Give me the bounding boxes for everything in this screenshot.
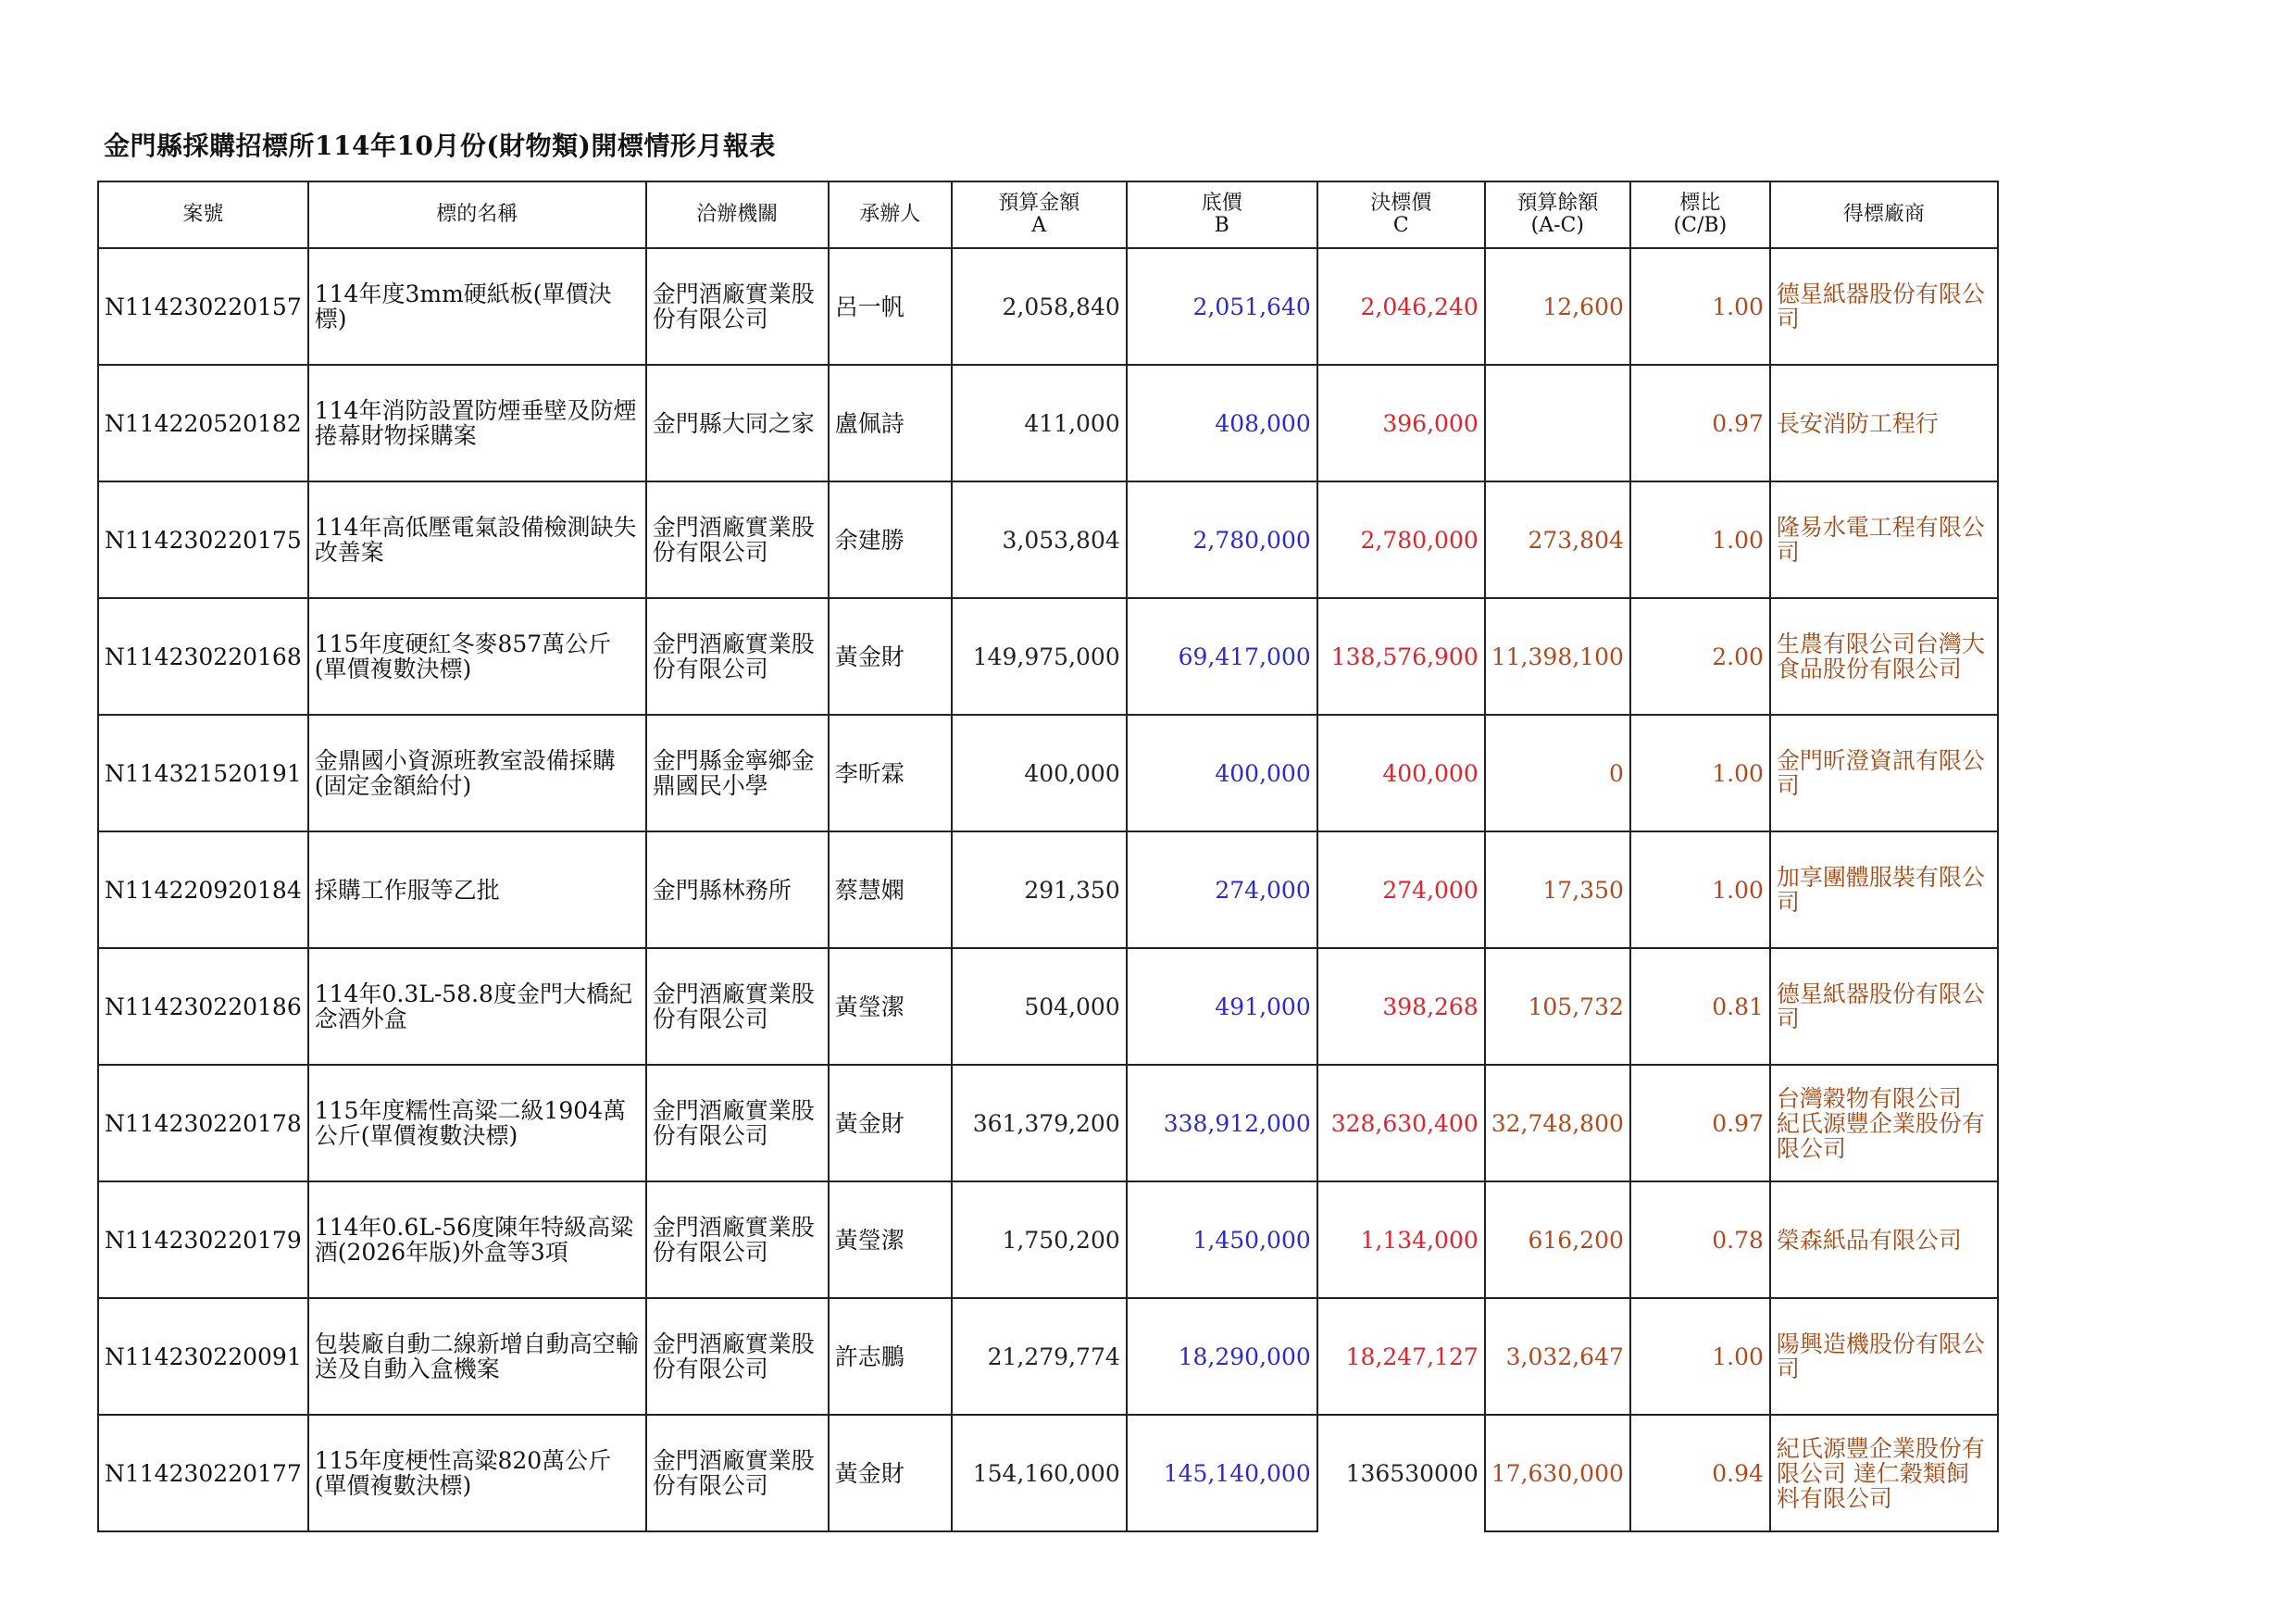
budget-cell: 3,053,804 (952, 481, 1127, 598)
award-price-cell: 398,268 (1317, 948, 1485, 1065)
base-price-cell: 400,000 (1127, 715, 1317, 831)
header-remaining-sub: (A-C) (1530, 214, 1584, 237)
budget-cell: 411,000 (952, 365, 1127, 481)
handler-cell: 黃金財 (829, 1415, 952, 1531)
handler-cell: 李昕霖 (829, 715, 952, 831)
header-remaining (1485, 181, 1630, 248)
case-no-cell: N114230220177 (98, 1415, 308, 1531)
agency-cell: 金門酒廠實業股份有限公司 (646, 1415, 829, 1531)
budget-cell: 2,058,840 (952, 248, 1127, 365)
item-name-cell: 114年高低壓電氣設備檢測缺失改善案 (308, 481, 646, 598)
handler-cell: 黃金財 (829, 1065, 952, 1181)
item-name-cell: 114年0.6L-56度陳年特級高粱酒(2026年版)外盒等3項 (308, 1181, 646, 1298)
case-no-cell: N114230220091 (98, 1298, 308, 1415)
agency-cell: 金門酒廠實業股份有限公司 (646, 248, 829, 365)
budget-cell: 1,750,200 (952, 1181, 1127, 1298)
header-ratio-sub: (C/B) (1673, 214, 1728, 237)
item-name-cell: 包裝廠自動二線新增自動高空輸送及自動入盒機案 (308, 1298, 646, 1415)
header-vendor: 得標廠商 (1770, 181, 1998, 248)
table-row (98, 1298, 1998, 1415)
ratio-cell: 2.00 (1630, 598, 1770, 715)
table-row (98, 1065, 1998, 1181)
agency-cell: 金門酒廠實業股份有限公司 (646, 598, 829, 715)
header-budget-sub: A (1031, 214, 1047, 237)
award-price-cell: 2,046,240 (1317, 248, 1485, 365)
vendor-cell: 紀氏源豐企業股份有限公司 達仁穀類飼料有限公司 (1770, 1415, 1998, 1531)
ratio-cell: 1.00 (1630, 831, 1770, 948)
base-price-cell: 274,000 (1127, 831, 1317, 948)
remaining-cell: 32,748,800 (1485, 1065, 1630, 1181)
handler-cell: 黃瑩潔 (829, 1181, 952, 1298)
remaining-cell: 11,398,100 (1485, 598, 1630, 715)
table-row (98, 831, 1998, 948)
ratio-cell: 0.78 (1630, 1181, 1770, 1298)
handler-cell: 盧佩詩 (829, 365, 952, 481)
case-no-cell: N114230220168 (98, 598, 308, 715)
award-price-cell: 138,576,900 (1317, 598, 1485, 715)
budget-cell: 361,379,200 (952, 1065, 1127, 1181)
table-row (98, 1181, 1998, 1298)
ratio-cell: 1.00 (1630, 481, 1770, 598)
header-base-price (1127, 181, 1317, 248)
table-row (98, 715, 1998, 831)
item-name-cell: 114年0.3L-58.8度金門大橋紀念酒外盒 (308, 948, 646, 1065)
header-award-price-label: 決標價 (1370, 192, 1432, 215)
table-row (98, 598, 1998, 715)
remaining-cell: 17,630,000 (1485, 1415, 1630, 1531)
base-price-cell: 491,000 (1127, 948, 1317, 1065)
handler-cell: 呂一帆 (829, 248, 952, 365)
award-price-cell: 18,247,127 (1317, 1298, 1485, 1415)
budget-cell: 400,000 (952, 715, 1127, 831)
header-award-price-sub: C (1392, 214, 1409, 237)
vendor-cell: 金門昕澄資訊有限公司 (1770, 715, 1998, 831)
handler-cell: 黃瑩潔 (829, 948, 952, 1065)
award-price-cell: 2,780,000 (1317, 481, 1485, 598)
case-no-cell: N114220920184 (98, 831, 308, 948)
base-price-cell: 18,290,000 (1127, 1298, 1317, 1415)
ratio-cell: 0.97 (1630, 365, 1770, 481)
item-name-cell: 115年度梗性高粱820萬公斤(單價複數決標) (308, 1415, 646, 1531)
case-no-cell: N114230220178 (98, 1065, 308, 1181)
header-handler: 承辦人 (829, 181, 952, 248)
award-price-cell: 396,000 (1317, 365, 1485, 481)
agency-cell: 金門縣金寧鄉金鼎國民小學 (646, 715, 829, 831)
agency-cell: 金門酒廠實業股份有限公司 (646, 1065, 829, 1181)
budget-cell: 154,160,000 (952, 1415, 1127, 1531)
handler-cell: 黃金財 (829, 598, 952, 715)
budget-cell: 504,000 (952, 948, 1127, 1065)
vendor-cell: 加享團體服裝有限公司 (1770, 831, 1998, 948)
agency-cell: 金門酒廠實業股份有限公司 (646, 481, 829, 598)
case-no-cell: N114230220157 (98, 248, 308, 365)
vendor-cell: 德星紙器股份有限公司 (1770, 948, 1998, 1065)
remaining-cell: 105,732 (1485, 948, 1630, 1065)
remaining-cell: 17,350 (1485, 831, 1630, 948)
vendor-cell: 生農有限公司台灣大食品股份有限公司 (1770, 598, 1998, 715)
remaining-cell (1485, 365, 1630, 481)
remaining-cell: 3,032,647 (1485, 1298, 1630, 1415)
ratio-cell: 1.00 (1630, 1298, 1770, 1415)
item-name-cell: 115年度硬紅冬麥857萬公斤(單價複數決標) (308, 598, 646, 715)
header-ratio (1630, 181, 1770, 248)
table-row (98, 481, 1998, 598)
header-row (98, 181, 1998, 248)
ratio-cell: 1.00 (1630, 248, 1770, 365)
remaining-cell: 616,200 (1485, 1181, 1630, 1298)
base-price-cell: 69,417,000 (1127, 598, 1317, 715)
bid-report-table (97, 181, 1999, 1532)
agency-cell: 金門酒廠實業股份有限公司 (646, 1181, 829, 1298)
base-price-cell: 408,000 (1127, 365, 1317, 481)
award-price-cell: 1,134,000 (1317, 1181, 1485, 1298)
budget-cell: 149,975,000 (952, 598, 1127, 715)
item-name-cell: 114年消防設置防煙垂壁及防煙捲幕財物採購案 (308, 365, 646, 481)
award-price-cell: 274,000 (1317, 831, 1485, 948)
header-budget-label: 預算金額 (998, 192, 1080, 215)
table-row (98, 248, 1998, 365)
case-no-cell: N114321520191 (98, 715, 308, 831)
base-price-cell: 145,140,000 (1127, 1415, 1317, 1531)
vendor-cell: 榮森紙品有限公司 (1770, 1181, 1998, 1298)
handler-cell: 蔡慧嫻 (829, 831, 952, 948)
base-price-cell: 338,912,000 (1127, 1065, 1317, 1181)
vendor-cell: 德星紙器股份有限公司 (1770, 248, 1998, 365)
table-row (98, 365, 1998, 481)
agency-cell: 金門縣林務所 (646, 831, 829, 948)
item-name-cell: 採購工作服等乙批 (308, 831, 646, 948)
header-budget (952, 181, 1127, 248)
ratio-cell: 0.97 (1630, 1065, 1770, 1181)
vendor-cell: 陽興造機股份有限公司 (1770, 1298, 1998, 1415)
item-name-cell: 金鼎國小資源班教室設備採購(固定金額給付) (308, 715, 646, 831)
item-name-cell: 115年度糯性高粱二級1904萬公斤(單價複數決標) (308, 1065, 646, 1181)
page-title: 金門縣採購招標所114年10月份(財物類)開標情形月報表 (104, 131, 776, 161)
agency-cell: 金門酒廠實業股份有限公司 (646, 948, 829, 1065)
agency-cell: 金門縣大同之家 (646, 365, 829, 481)
handler-cell: 許志鵬 (829, 1298, 952, 1415)
remaining-cell: 0 (1485, 715, 1630, 831)
case-no-cell: N114230220175 (98, 481, 308, 598)
base-price-cell: 2,051,640 (1127, 248, 1317, 365)
header-ratio-label: 標比 (1679, 192, 1721, 215)
header-base-price-sub: B (1214, 214, 1229, 237)
case-no-cell: N114230220186 (98, 948, 308, 1065)
budget-cell: 291,350 (952, 831, 1127, 948)
ratio-cell: 0.94 (1630, 1415, 1770, 1531)
base-price-cell: 2,780,000 (1127, 481, 1317, 598)
handler-cell: 余建勝 (829, 481, 952, 598)
ratio-cell: 1.00 (1630, 715, 1770, 831)
vendor-cell: 台灣穀物有限公司 紀氏源豐企業股份有限公司 (1770, 1065, 1998, 1181)
table-row (98, 1415, 1998, 1531)
header-award-price (1317, 181, 1485, 248)
header-item-name: 標的名稱 (308, 181, 646, 248)
table-row (98, 948, 1998, 1065)
header-base-price-label: 底價 (1201, 192, 1242, 215)
award-price-cell: 328,630,400 (1317, 1065, 1485, 1181)
case-no-cell: N114220520182 (98, 365, 308, 481)
agency-cell: 金門酒廠實業股份有限公司 (646, 1298, 829, 1415)
budget-cell: 21,279,774 (952, 1298, 1127, 1415)
ratio-cell: 0.81 (1630, 948, 1770, 1065)
award-price-cell: 136530000 (1317, 1415, 1485, 1531)
item-name-cell: 114年度3mm硬紙板(單價決標) (308, 248, 646, 365)
base-price-cell: 1,450,000 (1127, 1181, 1317, 1298)
header-remaining-label: 預算餘額 (1516, 192, 1599, 215)
header-agency: 洽辦機關 (646, 181, 829, 248)
header-case-no: 案號 (98, 181, 308, 248)
award-price-cell: 400,000 (1317, 715, 1485, 831)
remaining-cell: 12,600 (1485, 248, 1630, 365)
vendor-cell: 長安消防工程行 (1770, 365, 1998, 481)
vendor-cell: 隆易水電工程有限公司 (1770, 481, 1998, 598)
remaining-cell: 273,804 (1485, 481, 1630, 598)
case-no-cell: N114230220179 (98, 1181, 308, 1298)
